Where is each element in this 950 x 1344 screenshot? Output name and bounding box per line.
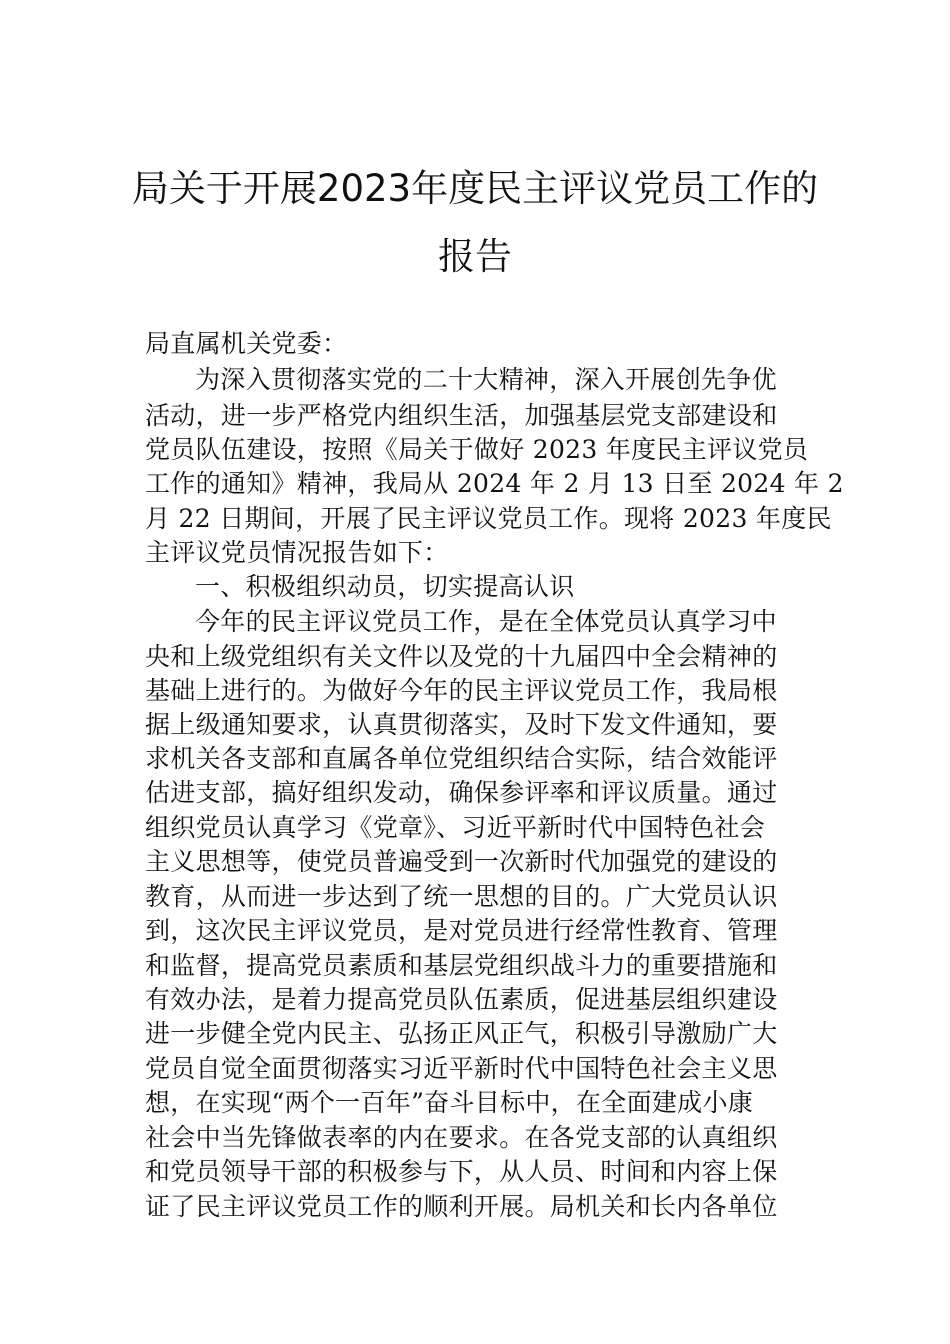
document-title-line-1: 局关于开展2023年度民主评议党员工作的: [131, 167, 819, 210]
body-line: 工作的通知》精神，我局从 2024 年 2 月 13 日至 2024 年 2: [145, 469, 844, 498]
body-line: 央和上级党组织有关文件以及党的十九届四中全会精神的: [145, 642, 778, 671]
body-line: 为深入贯彻落实党的二十大精神，深入开展创先争优: [195, 365, 777, 394]
body-line: 想，在实现“两个一百年”奋斗目标中，在全面建成小康: [145, 1088, 754, 1117]
body-line: 党员队伍建设，按照《局关于做好 2023 年度民主评议党员: [145, 435, 809, 464]
body-line: 月 22 日期间，开展了民主评议党员工作。现将 2023 年度民: [145, 504, 832, 533]
body-line: 证了民主评议党员工作的顺利开展。局机关和长内各单位: [145, 1192, 778, 1221]
body-line: 教育，从而进一步达到了统一思想的目的。广大党员认识: [145, 882, 778, 911]
body-line: 今年的民主评议党员工作，是在全体党员认真学习中: [195, 607, 777, 636]
body-line: 有效办法，是着力提高党员队伍素质，促进基层组织建设: [145, 985, 778, 1014]
body-line: 据上级通知要求，认真贯彻落实，及时下发文件通知，要: [145, 710, 778, 739]
body-line: 到，这次民主评议党员，是对党员进行经常性教育、管理: [145, 916, 778, 945]
body-line: 进一步健全党内民主、弘扬正风正气，积极引导激励广大: [145, 1019, 778, 1048]
section-heading: 一、积极组织动员，切实提高认识: [195, 572, 575, 601]
body-line: 主义思想等，使党员普遍受到一次新时代加强党的建设的: [145, 847, 778, 876]
body-line: 和党员领导干部的积极参与下，从人员、时间和内容上保: [145, 1157, 778, 1186]
body-line: 和监督，提高党员素质和基层党组织战斗力的重要措施和: [145, 951, 778, 980]
body-line: 估进支部，搞好组织发动，确保参评率和评议质量。通过: [145, 778, 778, 807]
body-line: 社会中当先锋做表率的内在要求。在各党支部的认真组织: [145, 1123, 778, 1152]
body-line: 党员自觉全面贯彻落实习近平新时代中国特色社会主义思: [145, 1054, 778, 1083]
body-line: 求机关各支部和直属各单位党组织结合实际，结合效能评: [145, 744, 778, 773]
addressee: 局直属机关党委：: [145, 329, 348, 358]
body-line: 主评议党员情况报告如下：: [145, 538, 449, 567]
body-line: 活动，进一步严格党内组织生活，加强基层党支部建设和: [145, 401, 778, 430]
body-line: 基础上进行的。为做好今年的民主评议党员工作，我局根: [145, 676, 778, 705]
body-line: 组织党员认真学习《党章》、习近平新时代中国特色社会: [145, 813, 766, 842]
document-title-line-2: 报告: [438, 235, 512, 278]
